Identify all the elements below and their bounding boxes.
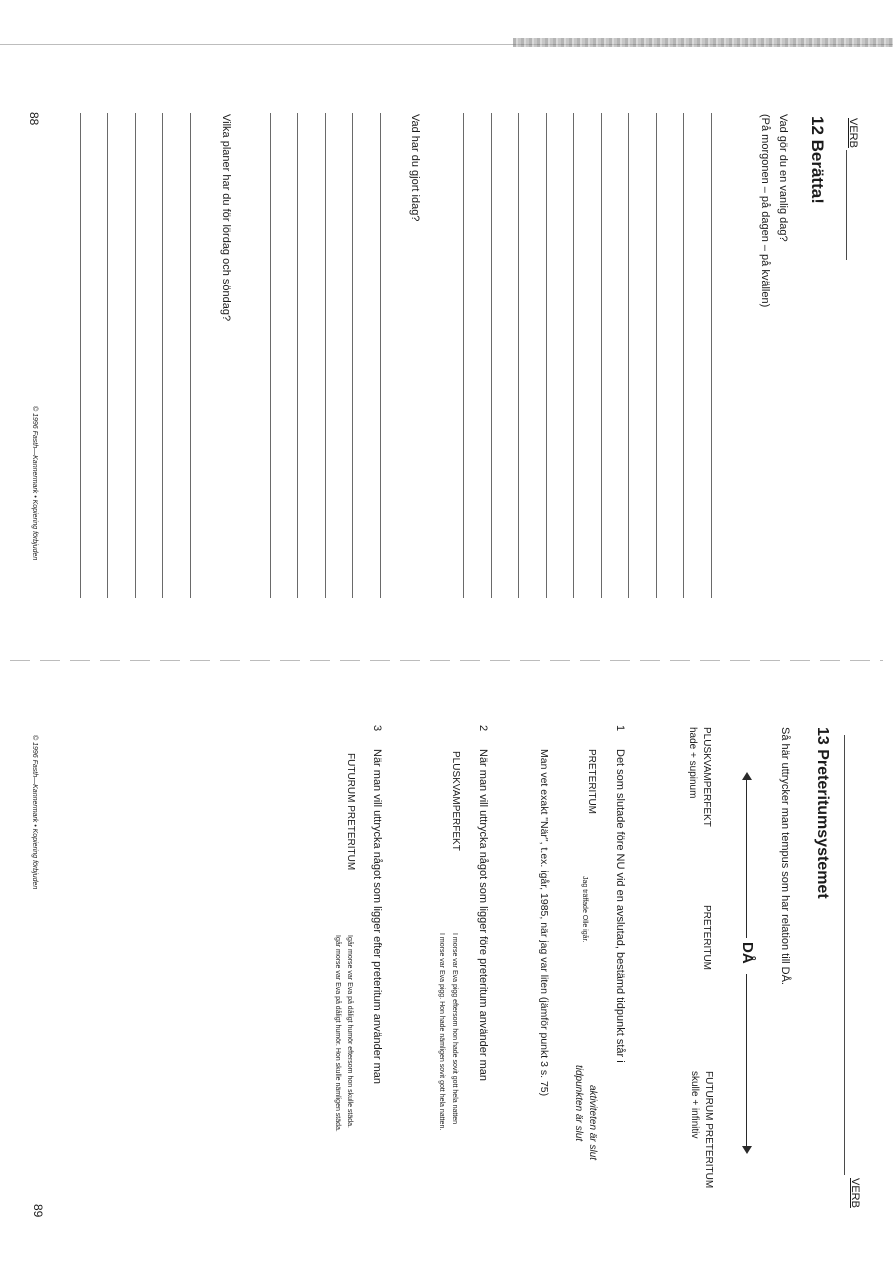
writing-line bbox=[518, 113, 519, 598]
writing-line bbox=[135, 113, 136, 598]
rule-2-number: 2 bbox=[477, 725, 489, 732]
writing-line bbox=[162, 113, 163, 598]
writing-line bbox=[491, 113, 492, 598]
section-label-left: VERB bbox=[847, 118, 859, 148]
copyright-left: © 1996 Fasth—Kannermark • Kopiering förbjuden bbox=[31, 406, 38, 561]
writing-line bbox=[297, 113, 298, 598]
rule-3-tense: FUTURUM PRETERITUM bbox=[345, 753, 356, 871]
rule-3-example-1: Igår morse var Eva på dåligt humör eftersom hon skulle städa. bbox=[346, 935, 353, 1128]
timeline-left-tense: PLUSKVAMPERFEKT bbox=[701, 727, 712, 827]
writing-line bbox=[107, 113, 108, 598]
rule-3-number: 3 bbox=[371, 725, 383, 732]
writing-line bbox=[190, 113, 191, 598]
header-rule-left bbox=[846, 150, 847, 260]
rule-2-tense: PLUSKVAMPERFEKT bbox=[450, 751, 461, 851]
timeline-middle-tense: PRETERITUM bbox=[701, 905, 712, 970]
rule-1-tense: PRETERITUM bbox=[586, 749, 597, 814]
exercise-title-12: 12 Berätta! bbox=[808, 116, 827, 204]
writing-line bbox=[683, 113, 684, 598]
prompt-weekend: Vilka planer har du för lördag och söndag? bbox=[220, 114, 232, 322]
rule-1-note-activity: aktiviteten är slut bbox=[587, 1085, 598, 1161]
scan-edge bbox=[0, 38, 893, 50]
rule-1-example: Jag träffade Olle igår. bbox=[581, 876, 588, 943]
rule-1-note-time: tidpunkten är slut bbox=[573, 1065, 584, 1142]
rule-1-text: Det som slutade före NU vid en avslutad, bestämd tidpunkt står i bbox=[614, 749, 626, 1063]
prompt-everyday: Vad gör du en vanlig dag? bbox=[777, 114, 789, 242]
page-number-89: 89 bbox=[31, 1204, 45, 1218]
rule-1-extra: Man vet exakt "När", t.ex. igår, 1985, när jag var liten (jämför punkt 3 s. 75) bbox=[538, 749, 550, 1097]
rule-2-example-2: I morse var Eva pigg. Hon hade nämligen sovit gott hela natten. bbox=[438, 933, 445, 1131]
exercise-title-13: 13 Preteritumsystemet bbox=[814, 727, 831, 899]
copyright-right: © 1996 Fasth—Kannermark • Kopiering förbjuden bbox=[31, 735, 38, 890]
intro-text: Så här uttrycker man tempus som har relation till DÅ. bbox=[779, 727, 791, 985]
rule-2-text: När man vill uttrycka något som ligger före preteritum använder man bbox=[477, 749, 489, 1081]
scan-shadow bbox=[513, 38, 893, 47]
title-rule-13 bbox=[844, 735, 845, 1175]
writing-line bbox=[601, 113, 602, 598]
rule-2-example-1: I morse var Eva pigg eftersom hon hade sovit gott hela natten bbox=[451, 933, 458, 1125]
timeline-right-arrow-icon bbox=[742, 1146, 752, 1154]
timeline-left-arrow-icon bbox=[742, 772, 752, 780]
writing-line bbox=[546, 113, 547, 598]
writing-line bbox=[711, 113, 712, 598]
writing-line bbox=[380, 113, 381, 598]
timeline-center-label: DÅ bbox=[739, 942, 756, 964]
timeline-right-tense: FUTURUM PRETERITUM bbox=[703, 1071, 714, 1189]
writing-line bbox=[270, 113, 271, 598]
writing-line bbox=[656, 113, 657, 598]
section-label-right: VERB bbox=[849, 1178, 861, 1208]
writing-line bbox=[573, 113, 574, 598]
timeline-left-form: hade + supinum bbox=[687, 727, 698, 799]
rule-1-number: 1 bbox=[614, 725, 626, 732]
writing-line bbox=[628, 113, 629, 598]
rule-3-text: När man vill uttrycka något som ligger efter preteritum använder man bbox=[371, 749, 383, 1085]
prompt-today: Vad har du gjort idag? bbox=[409, 114, 421, 222]
writing-line bbox=[463, 113, 464, 598]
page-fold-line bbox=[10, 660, 883, 661]
prompt-everyday-hint: (På morgonen – på dagen – på kvällen) bbox=[759, 114, 771, 308]
rule-3-example-2: Igår morse var Eva på dåligt humör. Hon skulle nämligen städa. bbox=[334, 935, 341, 1132]
writing-line bbox=[325, 113, 326, 598]
timeline-right-form: skulle + infinitiv bbox=[689, 1071, 700, 1139]
writing-line bbox=[80, 113, 81, 598]
page-number-88: 88 bbox=[27, 112, 41, 126]
writing-line bbox=[352, 113, 353, 598]
